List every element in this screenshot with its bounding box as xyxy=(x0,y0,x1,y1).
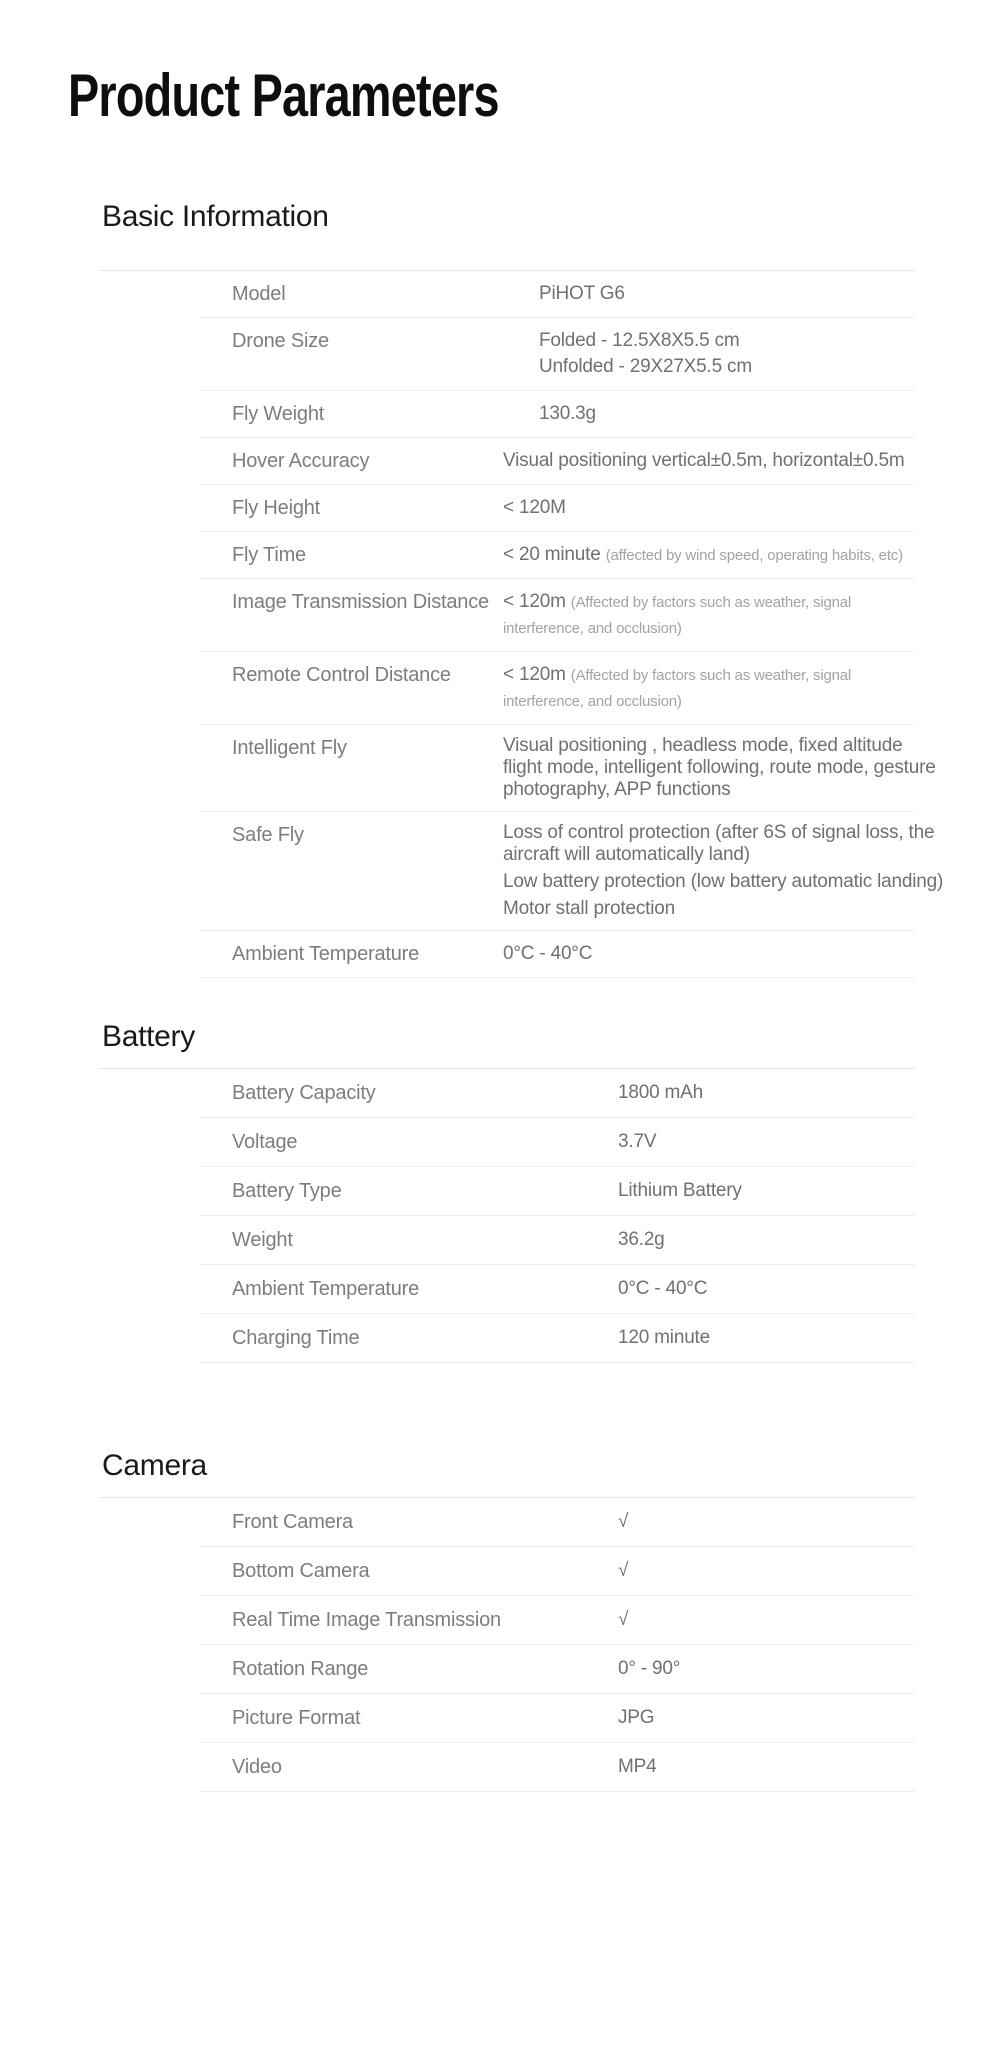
spec-value xyxy=(618,1178,915,1204)
spec-value xyxy=(539,401,915,427)
spec-label: Battery Capacity xyxy=(232,1082,376,1104)
spec-label: Battery Type xyxy=(232,1180,342,1202)
spec-row xyxy=(199,438,915,485)
section-rows xyxy=(199,1498,915,1792)
spec-row xyxy=(199,391,915,438)
spec-label: Safe Fly xyxy=(232,824,304,846)
spec-row xyxy=(199,1694,915,1743)
spec-value-text: Folded - 12.5X8X5.5 cm xyxy=(539,330,740,351)
spec-value-text: 36.2g xyxy=(618,1229,665,1250)
spec-value-text: 0° - 90° xyxy=(618,1658,681,1679)
spec-label: Drone Size xyxy=(232,330,329,352)
spec-value xyxy=(503,589,915,641)
spec-value xyxy=(618,1276,915,1302)
spec-value xyxy=(618,1558,915,1584)
spec-value-text: 1800 mAh xyxy=(618,1082,704,1103)
spec-value-text: Visual positioning vertical±0.5m, horizontal±0.5m xyxy=(503,450,905,471)
spec-row xyxy=(199,532,915,579)
spec-value xyxy=(539,281,915,307)
spec-value xyxy=(618,1754,915,1780)
spec-row xyxy=(199,271,915,318)
spec-value xyxy=(618,1129,915,1155)
spec-value-text: photography, APP functions xyxy=(503,779,731,800)
spec-value xyxy=(618,1325,915,1351)
spec-label: Video xyxy=(232,1756,282,1778)
spec-value xyxy=(618,1080,915,1106)
spec-value-text: Motor stall protection xyxy=(503,898,675,919)
spec-label: Fly Weight xyxy=(232,403,325,425)
section-title: Battery xyxy=(102,1020,195,1053)
spec-section xyxy=(99,1449,915,1792)
spec-value-text: 0°C - 40°C xyxy=(618,1278,708,1299)
spec-value xyxy=(503,448,915,474)
spec-value xyxy=(503,495,915,521)
spec-note: interference, and occlusion) xyxy=(503,620,682,637)
spec-row xyxy=(199,318,915,391)
spec-label: Image Transmission Distance xyxy=(232,591,489,613)
spec-row xyxy=(199,1498,915,1547)
spec-row xyxy=(199,1596,915,1645)
spec-row xyxy=(199,485,915,532)
spec-value-text: < 20 minute xyxy=(503,544,606,565)
spec-label: Remote Control Distance xyxy=(232,664,451,686)
spec-value-text: MP4 xyxy=(618,1756,657,1777)
spec-value xyxy=(503,542,915,568)
page-title: Product Parameters xyxy=(68,62,499,129)
spec-label: Front Camera xyxy=(232,1511,353,1533)
spec-row xyxy=(199,1314,915,1363)
spec-label: Picture Format xyxy=(232,1707,361,1729)
spec-label: Fly Time xyxy=(232,544,306,566)
spec-row xyxy=(199,1645,915,1694)
spec-value-text: Visual positioning , headless mode, fixed altitude xyxy=(503,735,903,756)
spec-row xyxy=(199,1069,915,1118)
spec-row xyxy=(199,579,915,652)
spec-row xyxy=(199,812,944,931)
spec-value xyxy=(618,1227,915,1253)
spec-value xyxy=(618,1509,915,1535)
spec-value-text: √ xyxy=(618,1560,629,1581)
spec-section xyxy=(99,1020,915,1363)
spec-label: Fly Height xyxy=(232,497,321,519)
spec-value-text: PiHOT G6 xyxy=(539,283,625,304)
spec-row xyxy=(199,725,936,812)
spec-value-text: < 120m xyxy=(503,591,571,612)
spec-value xyxy=(503,822,943,920)
spec-row xyxy=(199,1547,915,1596)
spec-label: Charging Time xyxy=(232,1327,360,1349)
section-title: Camera xyxy=(102,1449,207,1482)
spec-value-text: 0°C - 40°C xyxy=(503,943,593,964)
spec-label: Intelligent Fly xyxy=(232,737,347,759)
spec-label: Model xyxy=(232,283,286,305)
spec-value xyxy=(503,662,915,714)
spec-value xyxy=(618,1656,915,1682)
spec-value-text: aircraft will automatically land) xyxy=(503,844,750,865)
spec-value-text: 120 minute xyxy=(618,1327,711,1348)
spec-label: Hover Accuracy xyxy=(232,450,370,472)
spec-label: Voltage xyxy=(232,1131,298,1153)
spec-row xyxy=(199,1265,915,1314)
spec-sections xyxy=(0,200,1000,1792)
spec-label: Ambient Temperature xyxy=(232,1278,420,1300)
spec-value xyxy=(539,328,915,380)
spec-value xyxy=(503,941,915,967)
spec-value-text: JPG xyxy=(618,1707,655,1728)
spec-row xyxy=(199,1216,915,1265)
spec-value-text: Unfolded - 29X27X5.5 cm xyxy=(539,356,752,377)
spec-value-text: < 120m xyxy=(503,664,571,685)
spec-row xyxy=(199,1118,915,1167)
section-title: Basic Information xyxy=(102,200,329,233)
spec-row xyxy=(199,931,915,978)
spec-note: interference, and occlusion) xyxy=(503,693,682,710)
spec-row xyxy=(199,1167,915,1216)
spec-value-text: 130.3g xyxy=(539,403,596,424)
spec-value-text: √ xyxy=(618,1609,629,1630)
spec-value-text: < 120M xyxy=(503,497,566,518)
spec-value xyxy=(618,1607,915,1633)
spec-value-text: Low battery protection (low battery automatic landing) xyxy=(503,871,944,892)
spec-note: (Affected by factors such as weather, signal xyxy=(570,594,852,611)
spec-label: Rotation Range xyxy=(232,1658,369,1680)
spec-note: (Affected by factors such as weather, signal xyxy=(570,667,852,684)
spec-value-text: √ xyxy=(618,1511,629,1532)
spec-label: Real Time Image Transmission xyxy=(232,1609,501,1631)
spec-note: (affected by wind speed, operating habits, etc) xyxy=(605,547,903,564)
spec-label: Bottom Camera xyxy=(232,1560,370,1582)
spec-row xyxy=(199,652,915,725)
section-rows xyxy=(199,271,944,978)
section-rows xyxy=(199,1069,915,1363)
spec-value-text: Loss of control protection (after 6S of signal loss, the xyxy=(503,822,935,843)
spec-section xyxy=(99,200,944,978)
spec-value xyxy=(503,735,936,801)
spec-label: Weight xyxy=(232,1229,293,1251)
spec-value-text: 3.7V xyxy=(618,1131,657,1152)
spec-row xyxy=(199,1743,915,1792)
spec-label: Ambient Temperature xyxy=(232,943,420,965)
spec-value-text: Lithium Battery xyxy=(618,1180,742,1201)
spec-value xyxy=(618,1705,915,1731)
spec-value-text: flight mode, intelligent following, route mode, gesture xyxy=(503,757,936,778)
